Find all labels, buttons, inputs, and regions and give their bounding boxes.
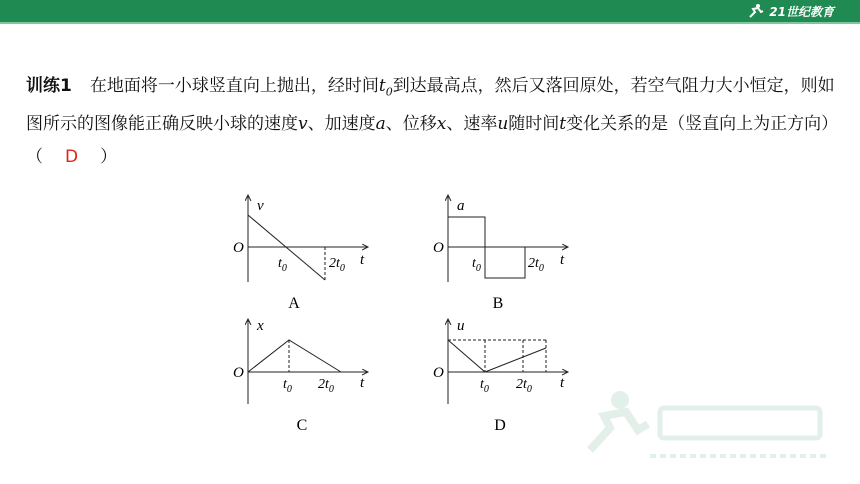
x-axis-label: t xyxy=(360,252,365,268)
question-segment: 在地面将一小球竖直向上抛出，经时间 xyxy=(89,76,379,96)
question-segment: 、速率 xyxy=(446,114,498,135)
brand-logo-text: 21世纪教育 xyxy=(769,4,834,19)
graph-b xyxy=(428,190,578,319)
question-segment: ） xyxy=(100,147,118,168)
graph-caption: C xyxy=(296,417,308,434)
graph-c xyxy=(228,314,378,443)
question-segment: 随时间 xyxy=(508,114,560,135)
graph-caption: A xyxy=(288,295,300,312)
question-segment: 变化关系的是（竖直向上为正方向）（ xyxy=(26,114,830,168)
origin-label: O xyxy=(233,240,244,256)
answer-text: D xyxy=(65,147,79,168)
y-axis-label: x xyxy=(257,318,264,334)
graph-d xyxy=(428,314,578,443)
x-axis-label: t xyxy=(360,375,365,391)
y-axis-label: v xyxy=(257,198,264,214)
header-divider xyxy=(0,22,860,24)
2t0-tick: $2t_0$ xyxy=(318,377,334,395)
question-label: 训练1 xyxy=(26,76,72,96)
var-x: x xyxy=(436,114,447,135)
origin-label: O xyxy=(433,365,444,381)
watermark-logo xyxy=(580,380,840,470)
var-u: u xyxy=(497,114,509,135)
question-text xyxy=(26,70,836,174)
t0-tick: $t_0$ xyxy=(480,377,489,395)
t0-tick: $t_0$ xyxy=(283,377,292,395)
question-segment: 到达最高点，然后又落回原处，若空气阻力大小恒定，则如图所示的图像能正确反映小球的速度 xyxy=(26,76,835,135)
2t0-tick: $2t_0$ xyxy=(516,377,532,395)
2t0-tick: $2t_0$ xyxy=(329,256,345,274)
t0-tick: $t_0$ xyxy=(278,256,287,274)
acceleration-up-segment xyxy=(448,217,485,247)
var-t0: $t_0$ xyxy=(378,76,393,99)
question-segment: 、位移 xyxy=(385,114,437,135)
displacement-line xyxy=(248,340,341,372)
y-axis-label: a xyxy=(457,198,465,214)
speed-line xyxy=(448,340,546,372)
question-segment: 、加速度 xyxy=(307,114,376,135)
x-axis-label: t xyxy=(560,375,565,391)
x-axis-label: t xyxy=(560,252,565,268)
y-axis-label: u xyxy=(457,318,465,334)
header-bar xyxy=(0,0,860,22)
var-a: a xyxy=(375,114,386,135)
runner-icon xyxy=(747,3,765,19)
var-t: t xyxy=(559,114,567,135)
graph-caption: B xyxy=(492,295,504,312)
origin-label: O xyxy=(433,240,444,256)
graph-caption: D xyxy=(494,417,506,434)
acceleration-down-segment xyxy=(485,247,525,278)
2t0-tick: $2t_0$ xyxy=(528,256,544,274)
origin-label: O xyxy=(233,365,244,381)
graph-a xyxy=(228,190,378,319)
brand-logo xyxy=(747,2,834,20)
t0-tick: $t_0$ xyxy=(472,256,481,274)
var-v: v xyxy=(298,114,308,135)
